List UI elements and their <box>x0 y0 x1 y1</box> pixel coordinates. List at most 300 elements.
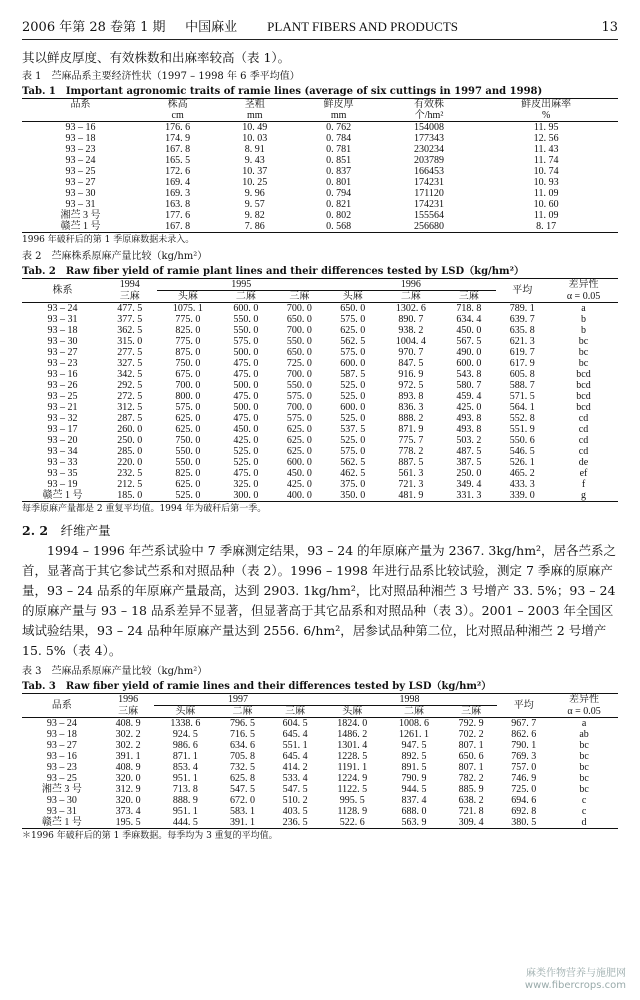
table-cell: 250. 0 <box>117 435 143 446</box>
table-row <box>22 380 618 391</box>
t2-h-1996: 1996 <box>326 279 496 291</box>
table-cell: 600. 0 <box>456 358 482 369</box>
table-cell: 0. 837 <box>326 166 352 177</box>
table-cell: 533. 4 <box>282 773 308 784</box>
table-cell: 93 – 32 <box>47 413 78 424</box>
table-cell: 526. 1 <box>509 457 535 468</box>
table-cell: bc <box>579 773 589 784</box>
table-cell: 625. 0 <box>175 413 201 424</box>
table-cell: 563. 9 <box>401 817 427 828</box>
table-cell: 475. 0 <box>233 358 259 369</box>
table-cell: 600. 0 <box>233 303 259 314</box>
table-cell: 93 – 30 <box>46 795 77 806</box>
table-cell: 986. 6 <box>172 740 198 751</box>
table-row <box>22 391 618 402</box>
table-cell: 550. 0 <box>175 457 201 468</box>
sub-header: 三麻 <box>458 291 479 302</box>
table-cell: 176. 6 <box>165 122 191 133</box>
table-cell: 93 – 34 <box>47 446 78 457</box>
table-cell: 634. 4 <box>456 314 482 325</box>
table-cell: 525. 0 <box>340 391 366 402</box>
table-cell: 391. 1 <box>229 817 255 828</box>
table-cell: ab <box>579 729 589 740</box>
table-cell: 93 – 23 <box>46 762 77 773</box>
table-cell: 475. 0 <box>233 413 259 424</box>
table-cell: 315. 0 <box>117 336 143 347</box>
table-cell: 236. 5 <box>282 817 308 828</box>
sub-header: 三麻 <box>118 705 139 717</box>
table-cell: 732. 5 <box>229 762 255 773</box>
table-cell: g <box>581 490 586 501</box>
table-cell: 543. 8 <box>456 369 482 380</box>
table-cell: 947. 5 <box>401 740 427 751</box>
sub-header: 二麻 <box>235 291 256 302</box>
table-cell: 725. 0 <box>511 784 537 795</box>
table1 <box>22 98 618 233</box>
table-cell: 93 – 31 <box>65 199 96 210</box>
table-cell: 600. 0 <box>286 457 312 468</box>
table-row <box>22 133 618 144</box>
table-cell: 924. 5 <box>172 729 198 740</box>
table-cell: 380. 5 <box>511 817 537 828</box>
table-cell: 694. 6 <box>511 795 537 806</box>
table-cell: 93 – 25 <box>46 773 77 784</box>
table-cell: 277. 5 <box>117 347 143 358</box>
table-cell: 165. 5 <box>165 155 191 166</box>
table-row <box>22 210 618 221</box>
table-cell: 赣苎 1 号 <box>60 221 101 232</box>
table-row <box>22 347 618 358</box>
table-cell: cd <box>578 424 589 435</box>
table-cell: 320. 0 <box>115 795 141 806</box>
table-cell: 12. 56 <box>533 133 559 144</box>
table-cell: 625. 8 <box>229 773 255 784</box>
table-cell: 93 – 27 <box>65 177 96 188</box>
table-cell: 312. 5 <box>117 402 143 413</box>
table-cell: 587. 5 <box>340 369 366 380</box>
table-cell: 853. 4 <box>172 762 198 773</box>
table-cell: 0. 568 <box>326 221 352 232</box>
table-cell: 375. 0 <box>340 479 366 490</box>
table-cell: 93 – 27 <box>47 347 78 358</box>
table-cell: 391. 1 <box>115 751 141 762</box>
table-cell: 571. 5 <box>509 391 535 402</box>
table-cell: 588. 7 <box>509 380 535 391</box>
sub-header: 三麻 <box>289 291 310 302</box>
table-cell: 547. 5 <box>282 784 308 795</box>
table-cell: 285. 0 <box>117 446 143 457</box>
table-row <box>22 457 618 468</box>
table-row <box>22 166 618 177</box>
table-cell: 825. 0 <box>175 468 201 479</box>
table-cell: 9. 82 <box>244 210 265 221</box>
table-cell: 425. 0 <box>286 479 312 490</box>
t1-unit: cm <box>171 110 184 121</box>
table-cell: 700. 0 <box>286 369 312 380</box>
sub-header: 头麻 <box>175 706 196 717</box>
table-row <box>22 751 618 762</box>
table-cell: 750. 0 <box>175 435 201 446</box>
table-cell: 11. 09 <box>533 188 559 199</box>
table-cell: 775. 0 <box>175 314 201 325</box>
t3-h-line: 品系 <box>51 700 72 711</box>
table-cell: 638. 2 <box>458 795 484 806</box>
table-cell: 995. 5 <box>339 795 365 806</box>
table-cell: 807. 1 <box>458 762 484 773</box>
table-cell: 408. 9 <box>115 718 141 729</box>
table-cell: 890. 7 <box>398 314 424 325</box>
table-cell: 634. 6 <box>229 740 255 751</box>
table-cell: 163. 8 <box>165 199 191 210</box>
table-cell: 425. 0 <box>233 435 259 446</box>
table-cell: 692. 8 <box>511 806 537 817</box>
table-cell: 433. 3 <box>509 479 535 490</box>
page-header <box>22 14 618 40</box>
table1-caption-cn: 表 1 苎麻品系主要经济性状（1997 – 1998 年 6 季平均值） <box>22 71 300 82</box>
table-cell: 757. 0 <box>511 762 537 773</box>
table-cell: 970. 7 <box>398 347 424 358</box>
table-cell: 赣苎 1 号 <box>42 490 83 501</box>
table-cell: d <box>581 817 587 828</box>
table2-caption-cn: 表 2 苎麻株系原麻产量比较（kg/hm²） <box>22 251 208 262</box>
table-cell: 725. 0 <box>286 358 312 369</box>
table-cell: 500. 0 <box>233 380 259 391</box>
table-cell: 650. 0 <box>286 347 312 358</box>
page-number: 13 <box>601 20 618 35</box>
table-cell: 93 – 30 <box>47 336 78 347</box>
table-cell: 550. 0 <box>233 314 259 325</box>
table-cell: 600. 0 <box>340 358 366 369</box>
table-cell: 1128. 9 <box>337 806 368 817</box>
table-cell: 916. 9 <box>398 369 424 380</box>
table-cell: b <box>581 314 586 325</box>
table-cell: 93 – 16 <box>47 369 78 380</box>
journal-issue: 2006 年第 28 卷第 1 期 <box>22 20 166 35</box>
table-cell: 309. 4 <box>458 817 484 828</box>
table-cell: 621. 3 <box>509 336 535 347</box>
table-cell: 7. 86 <box>244 221 265 232</box>
table-cell: 93 – 16 <box>46 751 77 762</box>
table-cell: 10. 49 <box>242 122 268 133</box>
table-cell: 377. 5 <box>117 314 143 325</box>
table-cell: 400. 0 <box>286 490 312 501</box>
table-row <box>22 199 618 210</box>
table-cell: 510. 2 <box>282 795 308 806</box>
table-cell: 825. 0 <box>175 325 201 336</box>
table-cell: 525. 0 <box>340 380 366 391</box>
table-cell: 1075. 1 <box>172 303 203 314</box>
table1-caption-en: Tab. 1 Important agronomic traits of ramie lines (average of six cuttings in 1997 and 1998) <box>22 86 543 97</box>
table-cell: 625. 0 <box>175 479 201 490</box>
t2-h-diff: 差异性 <box>568 279 599 291</box>
table3 <box>22 693 618 829</box>
intro-text: 其以鲜皮厚度、有效株数和出麻率较高（表 1）。 <box>22 50 291 65</box>
table2 <box>22 278 618 502</box>
table-cell: 1191. 1 <box>337 762 368 773</box>
t1-header: 鲜皮出麻率 <box>521 99 572 110</box>
table-cell: 272. 5 <box>117 391 143 402</box>
table-cell: 635. 8 <box>509 325 535 336</box>
table-cell: b <box>581 325 586 336</box>
sub-header: 二麻 <box>403 706 424 717</box>
t1-header: 鲜皮厚 <box>323 99 354 110</box>
table-cell: 8. 91 <box>244 144 265 155</box>
table3-note: ＊1996 年破秆后的第 1 季麻数据。每季均为 3 重复的平均值。 <box>22 831 278 841</box>
sub-header: 三麻 <box>461 706 482 717</box>
table-cell: 575. 0 <box>340 347 366 358</box>
table-cell: 871. 1 <box>172 751 198 762</box>
table-cell: 862. 6 <box>511 729 537 740</box>
t1-unit: mm <box>247 110 263 121</box>
table-cell: 522. 6 <box>339 817 365 828</box>
table-cell: 93 – 18 <box>65 133 96 144</box>
table-cell: 487. 5 <box>456 446 482 457</box>
table-cell: 0. 762 <box>326 122 352 133</box>
table-cell: 617. 9 <box>509 358 535 369</box>
t2-h-line: 株系 <box>52 285 73 296</box>
table-row <box>22 221 618 233</box>
table-cell: bcd <box>576 402 591 413</box>
table-cell: 1008. 6 <box>398 718 429 729</box>
table-row <box>22 729 618 740</box>
table-row <box>22 413 618 424</box>
table-row <box>22 795 618 806</box>
table-cell: ef <box>579 468 588 479</box>
table-row <box>22 314 618 325</box>
table-cell: 477. 5 <box>117 303 143 314</box>
table-cell: 8. 17 <box>536 221 557 232</box>
table-cell: 93 – 33 <box>47 457 78 468</box>
table-cell: 550. 0 <box>233 325 259 336</box>
t3-h-1997: 1997 <box>154 694 321 706</box>
table-cell: 327. 5 <box>117 358 143 369</box>
t1-header: 株高 <box>167 99 188 110</box>
table-cell: 287. 5 <box>117 413 143 424</box>
table-cell: c <box>581 795 587 806</box>
table-cell: 230234 <box>414 144 445 155</box>
table-cell: 93 – 23 <box>65 144 96 155</box>
table-cell: 0. 851 <box>326 155 352 166</box>
table-row <box>22 762 618 773</box>
table-cell: 331. 3 <box>456 490 482 501</box>
table2-caption-en: Tab. 2 Raw fiber yield of ramie plant lines and their differences tested by LSD（kg/hm²） <box>22 266 524 277</box>
table-cell: 174. 9 <box>165 133 191 144</box>
table-cell: 875. 0 <box>175 347 201 358</box>
t1-unit <box>22 110 139 122</box>
table-cell: 721. 3 <box>398 479 424 490</box>
table-cell: 702. 2 <box>458 729 484 740</box>
table-cell: 10. 25 <box>242 177 268 188</box>
table-cell: 951. 1 <box>172 773 198 784</box>
table-cell: 675. 0 <box>175 369 201 380</box>
table-cell: bcd <box>576 380 591 391</box>
table-row <box>22 817 618 829</box>
table-cell: 465. 2 <box>509 468 535 479</box>
table-cell: 93 – 17 <box>47 424 78 435</box>
table-row <box>22 177 618 188</box>
table-cell: 700. 0 <box>286 303 312 314</box>
table-cell: 721. 8 <box>458 806 484 817</box>
table-cell: cd <box>578 413 589 424</box>
table-cell: 302. 2 <box>115 740 141 751</box>
table-cell: 625. 0 <box>340 325 366 336</box>
alpha-header: α = 0.05 <box>567 705 601 717</box>
table-cell: 789. 1 <box>509 303 535 314</box>
table-cell: 93 – 18 <box>46 729 77 740</box>
table-cell: 0. 802 <box>326 210 352 221</box>
table-cell: 525. 0 <box>233 446 259 457</box>
table-cell: 885. 9 <box>458 784 484 795</box>
table-cell: 650. 6 <box>458 751 484 762</box>
table-cell: 260. 0 <box>117 424 143 435</box>
table-cell: 339. 0 <box>509 490 535 501</box>
t1-unit: 个/hm² <box>414 110 444 121</box>
table-cell: 0. 794 <box>326 188 352 199</box>
table-cell: 551. 1 <box>282 740 308 751</box>
table-cell: 444. 5 <box>172 817 198 828</box>
table-cell: 481. 9 <box>398 490 424 501</box>
table-cell: 462. 5 <box>340 468 366 479</box>
table-cell: 750. 0 <box>175 358 201 369</box>
table-cell: 1004. 4 <box>395 336 426 347</box>
table1-note: 1996 年破秆后的第 1 季原麻数据未录入。 <box>22 235 195 245</box>
table-cell: 891. 5 <box>401 762 427 773</box>
t2-h-1995: 1995 <box>157 279 327 291</box>
sub-header: 三麻 <box>119 290 140 302</box>
t3-h-1998: 1998 <box>321 694 497 706</box>
table-cell: 9. 96 <box>244 188 265 199</box>
table-cell: 490. 0 <box>456 347 482 358</box>
table-cell: 185. 0 <box>117 490 143 501</box>
table-cell: 705. 8 <box>229 751 255 762</box>
table-cell: 425. 0 <box>456 402 482 413</box>
table-row <box>22 336 618 347</box>
table-cell: cd <box>578 446 589 457</box>
table-row <box>22 490 618 502</box>
journal-name-cn: 中国麻业 <box>185 20 238 35</box>
table-cell: bc <box>579 751 589 762</box>
table-cell: 387. 5 <box>456 457 482 468</box>
table-cell: 93 – 24 <box>46 718 77 729</box>
table-cell: 93 – 31 <box>47 314 78 325</box>
table-row <box>22 358 618 369</box>
table-cell: 408. 9 <box>115 762 141 773</box>
table-cell: 972. 5 <box>398 380 424 391</box>
table-cell: 575. 0 <box>233 336 259 347</box>
table-cell: 171120 <box>414 188 444 199</box>
sub-header: 三麻 <box>285 706 306 717</box>
table-cell: 312. 9 <box>115 784 141 795</box>
table-cell: 11. 95 <box>533 122 559 133</box>
table-cell: bcd <box>576 391 591 402</box>
table-row <box>22 303 618 315</box>
table-cell: 688. 0 <box>401 806 427 817</box>
table-cell: 1122. 5 <box>337 784 368 795</box>
article-body <box>22 48 618 842</box>
table-cell: 550. 0 <box>286 380 312 391</box>
table-cell: 93 – 31 <box>46 806 77 817</box>
table-cell: 167. 8 <box>165 144 191 155</box>
table-cell: 836. 3 <box>398 402 424 413</box>
t1-unit: % <box>541 110 551 121</box>
section-paragraph: 1994 – 1996 年苎系试验中 7 季麻测定结果，93 – 24 的年原麻产量为 2367. 3kg/hm²，居各苎系之首，显著高于其它参试苎系和对照品种（表 2）。1996 – 1998 年进行品系比较试验，测定 7 季麻的原麻产量，93 – 24 品系的年原麻产量最高，达到 2903. 1kg/hm²，比对照品种湘苎 3 号增产 33. 5%；93 – 24 的原麻产量与 93 – 18 品系差异不显著，但显著高于其它品系和对照品种（表 3）。2001 – 2003 年全国区域试验结果，93 – 24 品种年原麻产量达到 2556. 6/hm²，居参试品种第二位，比对照品种湘苎 2 号增产 15. 5%（表 4）。 <box>22 543 617 658</box>
table-cell: 93 – 25 <box>47 391 78 402</box>
table-cell: 672. 0 <box>229 795 255 806</box>
sub-header: 头麻 <box>177 291 198 302</box>
table-cell: 11. 74 <box>533 155 559 166</box>
table-cell: 775. 0 <box>175 336 201 347</box>
table-cell: 93 – 21 <box>47 402 78 413</box>
watermark: 麻类作物营养与施肥网 www.fibercrops.com <box>524 968 626 991</box>
table-row <box>22 479 618 490</box>
table-cell: 220. 0 <box>117 457 143 468</box>
table-cell: 93 – 20 <box>47 435 78 446</box>
table-cell: 450. 0 <box>233 424 259 435</box>
table-cell: 1301. 4 <box>337 740 368 751</box>
table-cell: bc <box>579 784 589 795</box>
table-cell: 169. 3 <box>165 188 191 199</box>
table-cell: 800. 0 <box>175 391 201 402</box>
table-cell: 154008 <box>414 122 445 133</box>
table-cell: 10. 37 <box>242 166 268 177</box>
table-cell: 177. 6 <box>165 210 191 221</box>
table-cell: 580. 7 <box>456 380 482 391</box>
table-cell: 746. 9 <box>511 773 537 784</box>
table-cell: 赣苎 1 号 <box>41 817 82 828</box>
table-cell: 0. 781 <box>326 144 352 155</box>
table-cell: 525. 0 <box>340 413 366 424</box>
t3-h-1996: 1996 <box>118 694 139 706</box>
table-cell: 567. 5 <box>456 336 482 347</box>
table-cell: 550. 0 <box>175 446 201 457</box>
table-cell: 790. 9 <box>401 773 427 784</box>
table-row <box>22 424 618 435</box>
table-cell: 775. 7 <box>398 435 424 446</box>
table-cell: 552. 8 <box>509 413 535 424</box>
table-cell: bcd <box>576 369 591 380</box>
table-cell: 575. 0 <box>340 314 366 325</box>
table-cell: 0. 784 <box>326 133 352 144</box>
table-cell: 792. 9 <box>458 718 484 729</box>
table-row <box>22 435 618 446</box>
table-cell: 0. 801 <box>326 177 352 188</box>
table-cell: 325. 0 <box>233 479 259 490</box>
table-cell: 807. 1 <box>458 740 484 751</box>
table-cell: 166453 <box>414 166 445 177</box>
table-cell: 639. 7 <box>509 314 535 325</box>
table-cell: 625. 0 <box>175 424 201 435</box>
table-cell: 414. 2 <box>282 762 308 773</box>
table3-caption-en: Tab. 3 Raw fiber yield of ramie lines and their differences tested by LSD（kg/hm²） <box>22 681 492 692</box>
table-cell: 888. 9 <box>172 795 198 806</box>
table-cell: cd <box>578 435 589 446</box>
table-cell: 10. 60 <box>533 199 559 210</box>
table-cell: 700. 0 <box>286 402 312 413</box>
table-cell: 450. 0 <box>456 325 482 336</box>
table-cell: 716. 5 <box>229 729 255 740</box>
table-cell: 10. 74 <box>533 166 559 177</box>
table-cell: 562. 5 <box>340 457 366 468</box>
table-cell: 500. 0 <box>233 347 259 358</box>
table-cell: 625. 0 <box>286 446 312 457</box>
table-cell: 9. 43 <box>244 155 265 166</box>
table-cell: 938. 2 <box>398 325 424 336</box>
table-cell: c <box>581 806 587 817</box>
table-cell: de <box>578 457 589 468</box>
table-cell: 951. 1 <box>172 806 198 817</box>
table-cell: 232. 5 <box>117 468 143 479</box>
table-row <box>22 718 618 730</box>
